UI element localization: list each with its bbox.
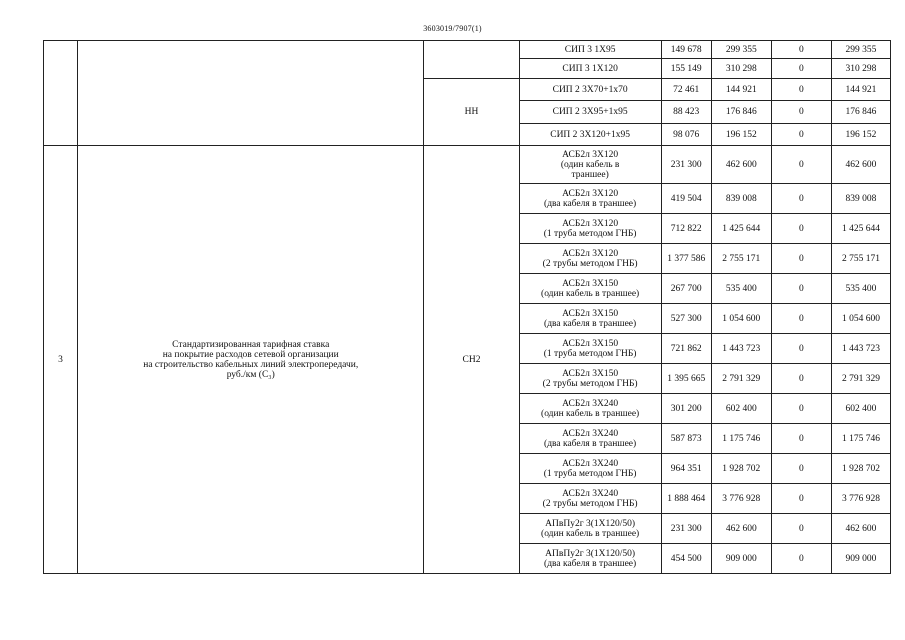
value-cell: 0 [771,364,831,394]
value-cell: 0 [771,304,831,334]
value-cell: 98 076 [661,124,711,146]
cable-name: АСБ2л 3Х120 (1 труба методом ГНБ) [543,218,637,239]
cable-name-cell [519,454,661,484]
description-cell-empty [78,41,424,146]
cable-name: АСБ2л 3Х240 (2 трубы методом ГНБ) [542,488,638,509]
value-cell: 149 678 [661,41,711,59]
value-cell: 144 921 [831,79,890,101]
value-cell: 0 [771,41,831,59]
value-cell: 1 395 665 [661,364,711,394]
value-cell: 3 776 928 [711,484,771,514]
value-cell: 176 846 [711,101,771,124]
cable-name-cell [519,514,661,544]
cable-name-cell [519,184,661,214]
value-cell: 839 008 [711,184,771,214]
value-cell: 712 822 [661,214,711,244]
value-cell: 1 928 702 [831,454,890,484]
value-cell: 462 600 [711,146,771,184]
value-cell: 419 504 [661,184,711,214]
cable-name: АСБ2л 3Х240 (два кабеля в траншее) [544,428,637,449]
value-cell: 0 [771,124,831,146]
value-cell: 0 [771,184,831,214]
value-cell: 535 400 [831,274,890,304]
voltage-cell-empty [424,41,519,79]
value-cell: 462 600 [831,146,890,184]
value-cell: 0 [771,244,831,274]
value-cell: 155 149 [661,59,711,79]
cable-name: АСБ2л 3Х120 (один кабель в траншее) [560,149,620,180]
value-cell: 88 423 [661,101,711,124]
value-cell: 454 500 [661,544,711,574]
cable-name: АСБ2л 3Х150 (1 труба методом ГНБ) [543,338,637,359]
value-cell: 964 351 [661,454,711,484]
value-cell: 1 377 586 [661,244,711,274]
cable-name: АСБ2л 3Х240 (1 труба методом ГНБ) [543,458,637,479]
value-cell: 299 355 [831,41,890,59]
section-description-cell [78,146,424,574]
value-cell: 0 [771,214,831,244]
value-cell: 535 400 [711,274,771,304]
value-cell: 527 300 [661,304,711,334]
value-cell: 1 425 644 [831,214,890,244]
value-cell: 196 152 [711,124,771,146]
value-cell: 1 054 600 [831,304,890,334]
value-cell: 231 300 [661,514,711,544]
value-cell: 2 755 171 [831,244,890,274]
value-cell: 909 000 [831,544,890,574]
value-cell: 2 791 329 [711,364,771,394]
cable-name-cell [519,304,661,334]
number-cell-empty [44,41,78,146]
value-cell: 0 [771,544,831,574]
voltage-cell-nn: НН [424,79,519,146]
cable-name-cell [519,484,661,514]
cable-name-cell [519,394,661,424]
value-cell: 0 [771,59,831,79]
value-cell: 0 [771,334,831,364]
value-cell: 1 888 464 [661,484,711,514]
value-cell: 0 [771,454,831,484]
cable-name: АСБ2л 3Х120 (два кабеля в траншее) [544,188,637,209]
value-cell: 0 [771,101,831,124]
cable-name-cell [519,334,661,364]
cable-name-cell: СИП 2 3Х120+1х95 [519,124,661,146]
value-cell: 0 [771,514,831,544]
value-cell: 196 152 [831,124,890,146]
value-cell: 1 443 723 [711,334,771,364]
cable-name-cell [519,544,661,574]
value-cell: 839 008 [831,184,890,214]
cable-name: АСБ2л 3Х240 (один кабель в траншее) [541,398,640,419]
value-cell: 0 [771,274,831,304]
table-body [44,41,891,574]
document-header: 3603019/7907(1) [423,24,482,33]
cable-name-cell [519,244,661,274]
cable-name-cell [519,424,661,454]
value-cell: 267 700 [661,274,711,304]
cable-name-cell: СИП 3 1Х120 [519,59,661,79]
cable-name-cell [519,364,661,394]
value-cell: 2 791 329 [831,364,890,394]
value-cell: 1 443 723 [831,334,890,364]
value-cell: 0 [771,424,831,454]
cable-name-cell [519,146,661,184]
cable-name: АСБ2л 3Х150 (два кабеля в траншее) [544,308,637,329]
section-voltage: СН2 [424,146,519,574]
cable-name-cell [519,214,661,244]
value-cell: 462 600 [831,514,890,544]
value-cell: 231 300 [661,146,711,184]
cable-name: АСБ2л 3Х150 (2 трубы методом ГНБ) [542,368,638,389]
value-cell: 2 755 171 [711,244,771,274]
value-cell: 301 200 [661,394,711,424]
value-cell: 1 928 702 [711,454,771,484]
table-row [44,41,891,59]
value-cell: 72 461 [661,79,711,101]
value-cell: 1 054 600 [711,304,771,334]
cable-name: АСБ2л 3Х150 (один кабель в траншее) [541,278,640,299]
value-cell: 1 175 746 [711,424,771,454]
value-cell: 0 [771,146,831,184]
tariff-table [43,40,891,574]
value-cell: 144 921 [711,79,771,101]
value-cell: 1 175 746 [831,424,890,454]
cable-name-cell [519,274,661,304]
section-number: 3 [44,146,78,574]
value-cell: 909 000 [711,544,771,574]
value-cell: 0 [771,484,831,514]
value-cell: 587 873 [661,424,711,454]
value-cell: 299 355 [711,41,771,59]
value-cell: 310 298 [711,59,771,79]
value-cell: 462 600 [711,514,771,544]
value-cell: 0 [771,394,831,424]
cable-name-cell: СИП 2 3Х70+1х70 [519,79,661,101]
value-cell: 3 776 928 [831,484,890,514]
section-description: Стандартизированная тарифная ставка на покрытие расходов сетевой организации на строительство кабельных линий электропередачи, руб./км (С₃) [143,339,359,380]
cable-name: АСБ2л 3Х120 (2 трубы методом ГНБ) [542,248,638,269]
cable-name: АПвПу2г 3(1Х120/50) (два кабеля в траншее) [544,548,637,569]
value-cell: 602 400 [711,394,771,424]
value-cell: 310 298 [831,59,890,79]
cable-name: АПвПу2г 3(1Х120/50) (один кабель в траншее) [541,518,640,539]
value-cell: 176 846 [831,101,890,124]
cable-name-cell: СИП 2 3Х95+1х95 [519,101,661,124]
value-cell: 721 862 [661,334,711,364]
value-cell: 1 425 644 [711,214,771,244]
value-cell: 0 [771,79,831,101]
table-row [44,146,891,184]
cable-name-cell: СИП 3 1Х95 [519,41,661,59]
value-cell: 602 400 [831,394,890,424]
